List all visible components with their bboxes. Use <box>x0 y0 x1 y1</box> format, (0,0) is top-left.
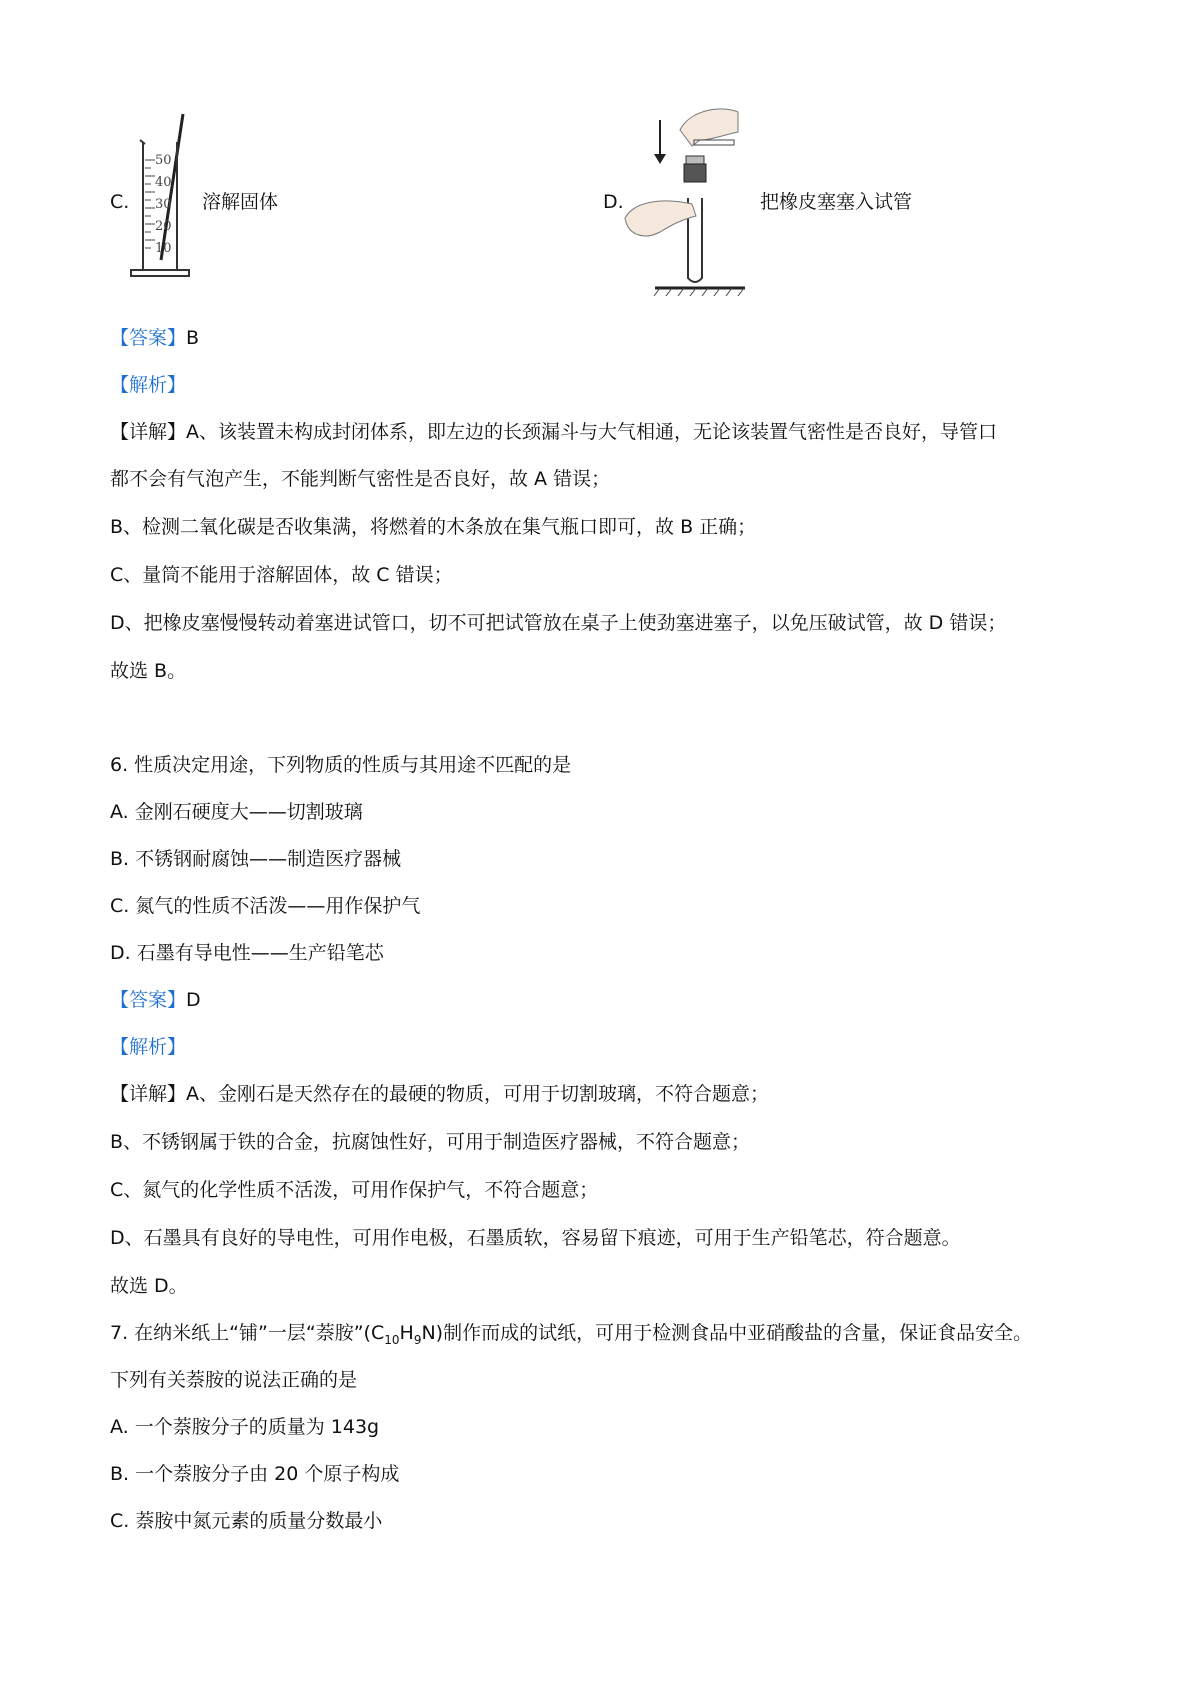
test-tube-stopper-figure <box>620 100 760 300</box>
detail-text: 都不会有气泡产生，不能判断气密性是否良好，故 A 错误； <box>110 468 611 490</box>
answer-value: B <box>186 327 200 349</box>
subscript: 9 <box>413 1332 422 1347</box>
conclusion: 故选 B。 <box>110 660 187 682</box>
scale-label: 10 <box>155 241 172 256</box>
scale-label: 20 <box>155 219 172 234</box>
question-option: D. 石墨有导电性——生产铅笔芯 <box>110 942 384 964</box>
conclusion: 故选 D。 <box>110 1275 188 1297</box>
option-c-letter: C. <box>110 191 130 213</box>
question-option: B. 一个萘胺分子由 20 个原子构成 <box>110 1463 400 1485</box>
hand-icon <box>625 201 696 236</box>
graduated-cylinder-figure <box>125 110 205 290</box>
stem-part: H <box>399 1322 414 1344</box>
answer-value: D <box>186 989 201 1011</box>
question-option: A. 金刚石硬度大——切割玻璃 <box>110 801 363 823</box>
question-stem <box>110 1321 1032 1345</box>
scale-label: 30 <box>155 197 172 212</box>
detail-text: A、金刚石是天然存在的最硬的物质，可用于切割玻璃，不符合题意； <box>186 1083 770 1105</box>
arrow-down-icon <box>654 154 666 164</box>
stem-part: 7. 在纳米纸上“铺”一层“萘胺”(C <box>110 1322 385 1344</box>
detail-text: B、不锈钢属于铁的合金，抗腐蚀性好，可用于制造医疗器械，不符合题意； <box>110 1131 751 1153</box>
answer-tag: 【答案】 <box>110 327 187 349</box>
answer-tag: 【答案】 <box>110 989 187 1011</box>
detail-tag: 【详解】 <box>110 421 187 443</box>
question-stem-line2: 下列有关萘胺的说法正确的是 <box>110 1369 358 1391</box>
option-d-caption: 把橡皮塞塞入试管 <box>760 191 913 213</box>
stem-part: N)制作而成的试纸，可用于检测食品中亚硝酸盐的含量，保证食品安全。 <box>421 1322 1033 1344</box>
question-option: C. 氮气的性质不活泼——用作保护气 <box>110 895 421 917</box>
analysis-tag: 【解析】 <box>110 374 187 396</box>
detail-text: C、氮气的化学性质不活泼，可用作保护气，不符合题意； <box>110 1179 599 1201</box>
question-option: B. 不锈钢耐腐蚀——制造医疗器械 <box>110 848 402 870</box>
answer-line <box>110 988 201 1012</box>
question-stem: 6. 性质决定用途，下列物质的性质与其用途不匹配的是 <box>110 754 572 776</box>
detail-text: C、量筒不能用于溶解固体，故 C 错误； <box>110 564 453 586</box>
subscript: 10 <box>384 1332 400 1347</box>
option-d-letter: D. <box>603 191 624 213</box>
scale-label: 50 <box>155 153 172 168</box>
scale-label: 40 <box>155 175 172 190</box>
detail-text: D、把橡皮塞慢慢转动着塞进试管口，切不可把试管放在桌子上使劲塞进塞子，以免压破试管，故 D 错误； <box>110 612 1007 634</box>
detail-text: D、石墨具有良好的导电性，可用作电极，石墨质软，容易留下痕迹，可用于生产铅笔芯，符合题意。 <box>110 1227 961 1249</box>
question-option: A. 一个萘胺分子的质量为 143g <box>110 1416 380 1438</box>
option-c-caption: 溶解固体 <box>202 191 279 213</box>
detail-tag: 【详解】 <box>110 1083 187 1105</box>
answer-line <box>110 326 199 350</box>
detail-line <box>110 1082 769 1106</box>
question-option: C. 萘胺中氮元素的质量分数最小 <box>110 1510 383 1532</box>
analysis-tag: 【解析】 <box>110 1036 187 1058</box>
detail-text: B、检测二氧化碳是否收集满，将燃着的木条放在集气瓶口即可，故 B 正确； <box>110 516 757 538</box>
detail-line <box>110 420 997 444</box>
detail-text: A、该装置未构成封闭体系，即左边的长颈漏斗与大气相通，无论该装置气密性是否良好，导管口 <box>186 421 998 443</box>
